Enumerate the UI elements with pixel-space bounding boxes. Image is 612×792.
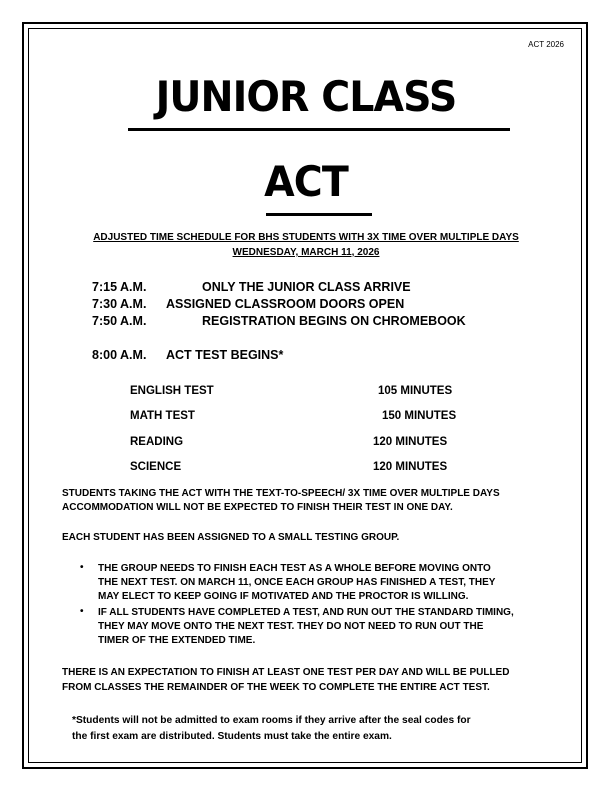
bullet-1-line2: THE NEXT TEST. ON MARCH 11, ONCE EACH GROUP HAS FINISHED A TEST, THEY xyxy=(98,577,496,588)
test-name-math: MATH TEST xyxy=(130,410,195,422)
footnote-line1: *Students will not be admitted to exam rooms if they arrive after the seal codes for xyxy=(72,715,471,726)
title-junior-class: JUNIOR CLASS xyxy=(155,72,457,121)
para-accommodation-line1: STUDENTS TAKING THE ACT WITH THE TEXT-TO-SPEECH/ 3X TIME OVER MULTIPLE DAYS xyxy=(62,488,500,499)
para-accommodation-line2: ACCOMMODATION WILL NOT BE EXPECTED TO FINISH THEIR TEST IN ONE DAY. xyxy=(62,502,453,513)
para-expectation-line2: FROM CLASSES THE REMAINDER OF THE WEEK TO COMPLETE THE ENTIRE ACT TEST. xyxy=(62,682,490,693)
schedule-time-2: 7:30 A.M. xyxy=(92,297,147,311)
schedule-event-3: REGISTRATION BEGINS ON CHROMEBOOK xyxy=(202,314,466,328)
schedule-event-2: ASSIGNED CLASSROOM DOORS OPEN xyxy=(166,297,405,311)
test-name-reading: READING xyxy=(130,436,184,448)
schedule-time-3: 7:50 A.M. xyxy=(92,314,147,328)
page-border-inner xyxy=(28,28,582,763)
footnote-line2: the first exam are distributed. Students must take the entire exam. xyxy=(72,731,392,742)
test-name-science: SCIENCE xyxy=(130,461,182,473)
para-expectation-line1: THERE IS AN EXPECTATION TO FINISH AT LEAST ONE TEST PER DAY AND WILL BE PULLED xyxy=(62,667,510,678)
title-underline-2 xyxy=(266,213,372,216)
test-name-english: ENGLISH TEST xyxy=(130,385,214,397)
subtitle-schedule: ADJUSTED TIME SCHEDULE FOR BHS STUDENTS WITH 3X TIME OVER MULTIPLE DAYS xyxy=(93,232,519,243)
test-duration-reading: 120 MINUTES xyxy=(373,436,448,448)
bullet-2-line3: TIMER OF THE EXTENDED TIME. xyxy=(98,635,256,646)
test-duration-math: 150 MINUTES xyxy=(382,410,457,422)
subtitle-date: WEDNESDAY, MARCH 11, 2026 xyxy=(232,247,380,258)
test-duration-science: 120 MINUTES xyxy=(373,461,448,473)
test-duration-english: 105 MINUTES xyxy=(378,385,453,397)
title-underline-1 xyxy=(128,128,510,131)
bullet-marker-1: • xyxy=(80,562,84,573)
schedule-time-4: 8:00 A.M. xyxy=(92,348,147,362)
bullet-marker-2: • xyxy=(80,606,84,617)
title-act: ACT xyxy=(264,157,348,206)
bullet-2-line1: IF ALL STUDENTS HAVE COMPLETED A TEST, AND RUN OUT THE STANDARD TIMING, xyxy=(98,607,514,618)
schedule-event-1: ONLY THE JUNIOR CLASS ARRIVE xyxy=(202,280,411,294)
corner-label: ACT 2026 xyxy=(528,40,564,49)
schedule-time-1: 7:15 A.M. xyxy=(92,280,147,294)
para-testing-group: EACH STUDENT HAS BEEN ASSIGNED TO A SMALL TESTING GROUP. xyxy=(62,532,400,543)
bullet-1-line1: THE GROUP NEEDS TO FINISH EACH TEST AS A WHOLE BEFORE MOVING ONTO xyxy=(98,563,491,574)
bullet-2-line2: THEY MAY MOVE ONTO THE NEXT TEST. THEY DO NOT NEED TO RUN OUT THE xyxy=(98,621,484,632)
schedule-event-4: ACT TEST BEGINS* xyxy=(166,348,284,362)
bullet-1-line3: MAY ELECT TO KEEP GOING IF MOTIVATED AND THE PROCTOR IS WILLING. xyxy=(98,591,469,602)
